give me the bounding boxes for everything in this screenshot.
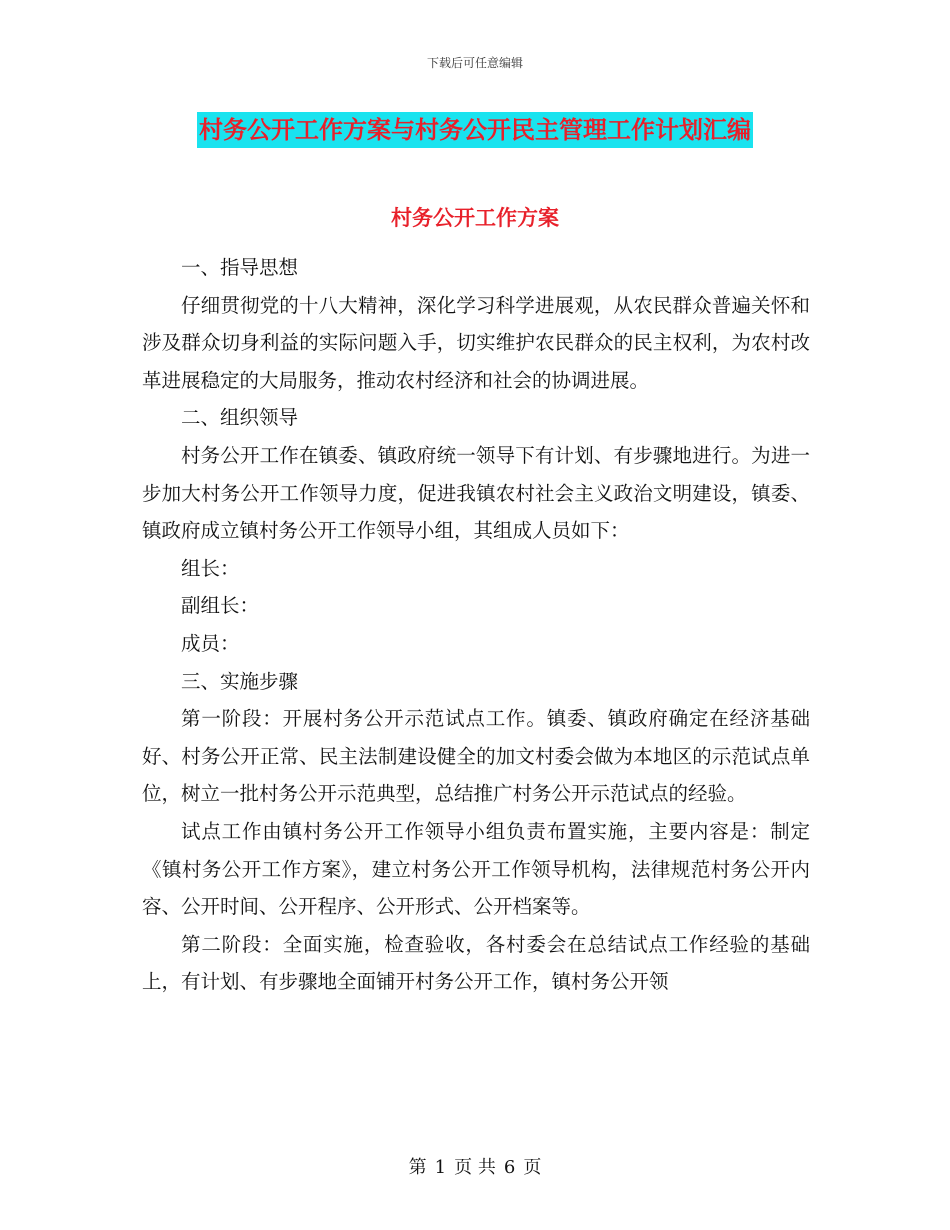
document-body [142,249,810,1001]
paragraph: 第二阶段：全面实施，检查验收，各村委会在总结试点工作经验的基础上，有计划、有步骤地全面铺开村务公开工作，镇村务公开领 [142,932,810,994]
section-title: 村务公开工作方案 [391,206,559,230]
heading-implementation-steps: 三、实施步骤 [181,669,299,693]
heading-organization: 二、组织领导 [181,406,299,430]
page-number: 1 [434,1157,447,1178]
label-deputy-leader: 副组长： [181,594,260,618]
paragraph: 试点工作由镇村务公开工作领导小组负责布置实施，主要内容是：制定《镇村务公开工作方案》，建立村务公开工作领导机构，法律规范村务公开内容、公开时间、公开程序、公开形式、公开档案等。 [142,819,810,919]
label-members: 成员： [181,631,240,655]
main-title: 村务公开工作方案与村务公开民主管理工作计划汇编 [197,112,753,148]
paragraph: 第一阶段：开展村务公开示范试点工作。镇委、镇政府确定在经济基础好、村务公开正常、民主法制建设健全的加文村委会做为本地区的示范试点单位，树立一批村务公开示范典型，总结推广村务公开示范试点的经验。 [142,707,810,806]
page-label-suffix: 页 [523,1157,542,1178]
heading-guiding-ideology: 一、指导思想 [181,256,299,279]
total-pages: 6 [503,1157,516,1178]
paragraph: 村务公开工作在镇委、镇政府统一领导下有计划、有步骤地进行。为进一步加大村务公开工作领导力度，促进我镇农村社会主义政治文明建设，镇委、镇政府成立镇村务公开工作领导小组，其组成人员如下： [142,443,810,543]
page-label-prefix: 第 [408,1157,427,1178]
label-leader: 组长： [181,556,240,580]
main-title-container [0,112,950,148]
paragraph: 仔细贯彻党的十八大精神，深化学习科学进展观，从农民群众普遍关怀和涉及群众切身利益的实际问题入手，切实维护农民群众的民主权利，为农村改革进展稳定的大局服务，推动农村经济和社会的协调进展。 [142,293,810,392]
page-label-middle: 页 共 [454,1157,496,1178]
page-footer [0,1153,950,1179]
header-note: 下载后可任意编辑 [426,56,523,70]
